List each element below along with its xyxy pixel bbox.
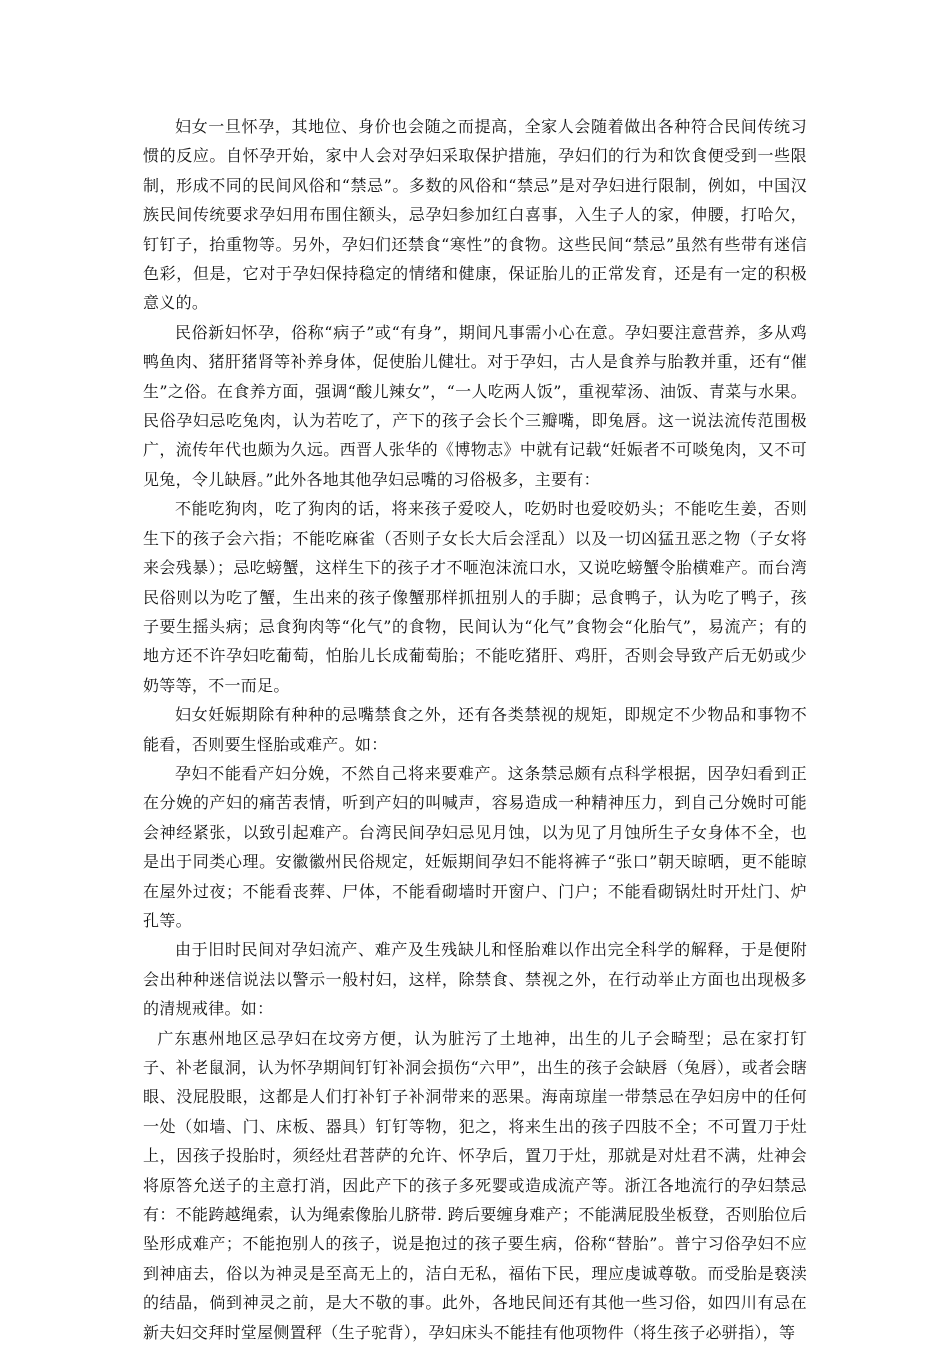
- paragraph-7: 广东惠州地区忌孕妇在坟旁方便，认为脏污了土地神，出生的儿子会畸型；忌在家打钉子、补老鼠洞，认为怀孕期间钉钉补洞会损伤“六甲”，出生的孩子会缺唇（兔唇），或者会瞎眼、没屁股眼，这都是人们打补钉子补洞带来的恶果。海南琼崖一带禁忌在孕妇房中的任何一处（如墙、门、床板、器具）钉钉等物，犯之，将来生出的孩子四肢不全；不可置刀于灶上，因孩子投胎时，须经灶君菩萨的允许、怀孕后，置刀于灶，那就是对灶君不满，灶神会将原答允送子的主意打消，因此产下的孩子多死婴或造成流产等。浙江各地流行的孕妇禁忌有：不能跨越绳索，认为绳索像胎儿脐带. 跨后要缠身难产；不能满屁股坐板登，否则胎位后坠形成难产；不能抱别人的孩子，说是抱过的孩子要生病，俗称“替胎”。普宁习俗孕妇不应到神庙去，俗以为神灵是至高无上的，洁白无私，福佑下民，理应虔诚尊敬。而受胎是亵渎的结晶，倘到神灵之前，是大不敬的事。此外，各地民间还有其他一些习俗，如四川有忌在新夫妇交拜时堂屋侧置秤（生子驼背），孕妇床头不能挂有他项物件（将生孩子必骈指），等: [143, 1028, 807, 1342]
- paragraph-4: 妇女妊娠期除有种种的忌嘴禁食之外，还有各类禁视的规矩，即规定不少物品和事物不能看，否则要生怪胎或难产。如：: [143, 705, 807, 754]
- paragraph-5: 孕妇不能看产妇分娩，不然自己将来要难产。这条禁忌颇有点科学根据，因孕妇看到正在分娩的产妇的痛苦表情，听到产妇的叫喊声，容易造成一种精神压力，到自己分娩时可能会神经紧张，以致引起难产。台湾民间孕妇忌见月蚀，以为见了月蚀所生子女身体不全，也是出于同类心理。安徽徽州民俗规定，妊娠期间孕妇不能将裤子“张口”朝天晾晒，更不能晾在屋外过夜；不能看丧葬、尸体，不能看砌墙时开窗户、门户；不能看砌锅灶时开灶门、炉孔等。: [143, 763, 807, 930]
- paragraph-3: 不能吃狗肉，吃了狗肉的话，将来孩子爱咬人，吃奶时也爱咬奶头；不能吃生姜，否则生下的孩子会六指；不能吃麻雀（否则子女长大后会淫乱）以及一切凶猛丑恶之物（子女将来会残暴）；忌吃螃蟹，这样生下的孩子才不咂泡沫流口水，又说吃螃蟹令胎横难产。而台湾民俗则以为吃了蟹，生出来的孩子像蟹那样抓扭别人的手脚；忌食鸭子，认为吃了鸭子，孩子要生摇头病；忌食狗肉等“化气”的食物，民间认为“化气”食物会“化胎气”，易流产；有的地方还不许孕妇吃葡萄，怕胎儿长成葡萄胎；不能吃猪肝、鸡肝，否则会导致产后无奶或少奶等等，不一而足。: [143, 499, 807, 695]
- paragraph-2: 民俗新妇怀孕，俗称“病子”或“有身”，期间凡事需小心在意。孕妇要注意营养，多从鸡鸭鱼肉、猪肝猪肾等补养身体，促使胎儿健壮。对于孕妇，古人是食养与胎教并重，还有“催生”之俗。在食养方面，强调“酸儿辣女”，“一人吃两人饭”，重视荤汤、油饭、青菜与水果。民俗孕妇忌吃兔肉，认为若吃了，产下的孩子会长个三瓣嘴，即兔唇。这一说法流传范围极广，流传年代也颇为久远。西晋人张华的《博物志》中就有记载“妊娠者不可啖兔肉，又不可见兔，令儿缺唇。”此外各地其他孕妇忌嘴的习俗极多，主要有：: [143, 322, 807, 489]
- paragraph-6: 由于旧时民间对孕妇流产、难产及生残缺儿和怪胎难以作出完全科学的解释，于是便附会出种种迷信说法以警示一般村妇，这样，除禁食、禁视之外，在行动举止方面也出现极多的清规戒律。如：: [143, 940, 807, 1019]
- document-page: [143, 112, 807, 1347]
- paragraph-1: 妇女一旦怀孕，其地位、身价也会随之而提高，全家人会随着做出各种符合民间传统习惯的反应。自怀孕开始，家中人会对孕妇采取保护措施，孕妇们的行为和饮食便受到一些限制，形成不同的民间风俗和“禁忌”。多数的风俗和“禁忌”是对孕妇进行限制，例如，中国汉族民间传统要求孕妇用布围住额头，忌孕妇参加红白喜事，入生子人的家，伸腰，打哈欠，钉钉子，抬重物等。另外，孕妇们还禁食“寒性”的食物。这些民间“禁忌”虽然有些带有迷信色彩，但是，它对于孕妇保持稳定的情绪和健康，保证胎儿的正常发育，还是有一定的积极意义的。: [143, 117, 807, 313]
